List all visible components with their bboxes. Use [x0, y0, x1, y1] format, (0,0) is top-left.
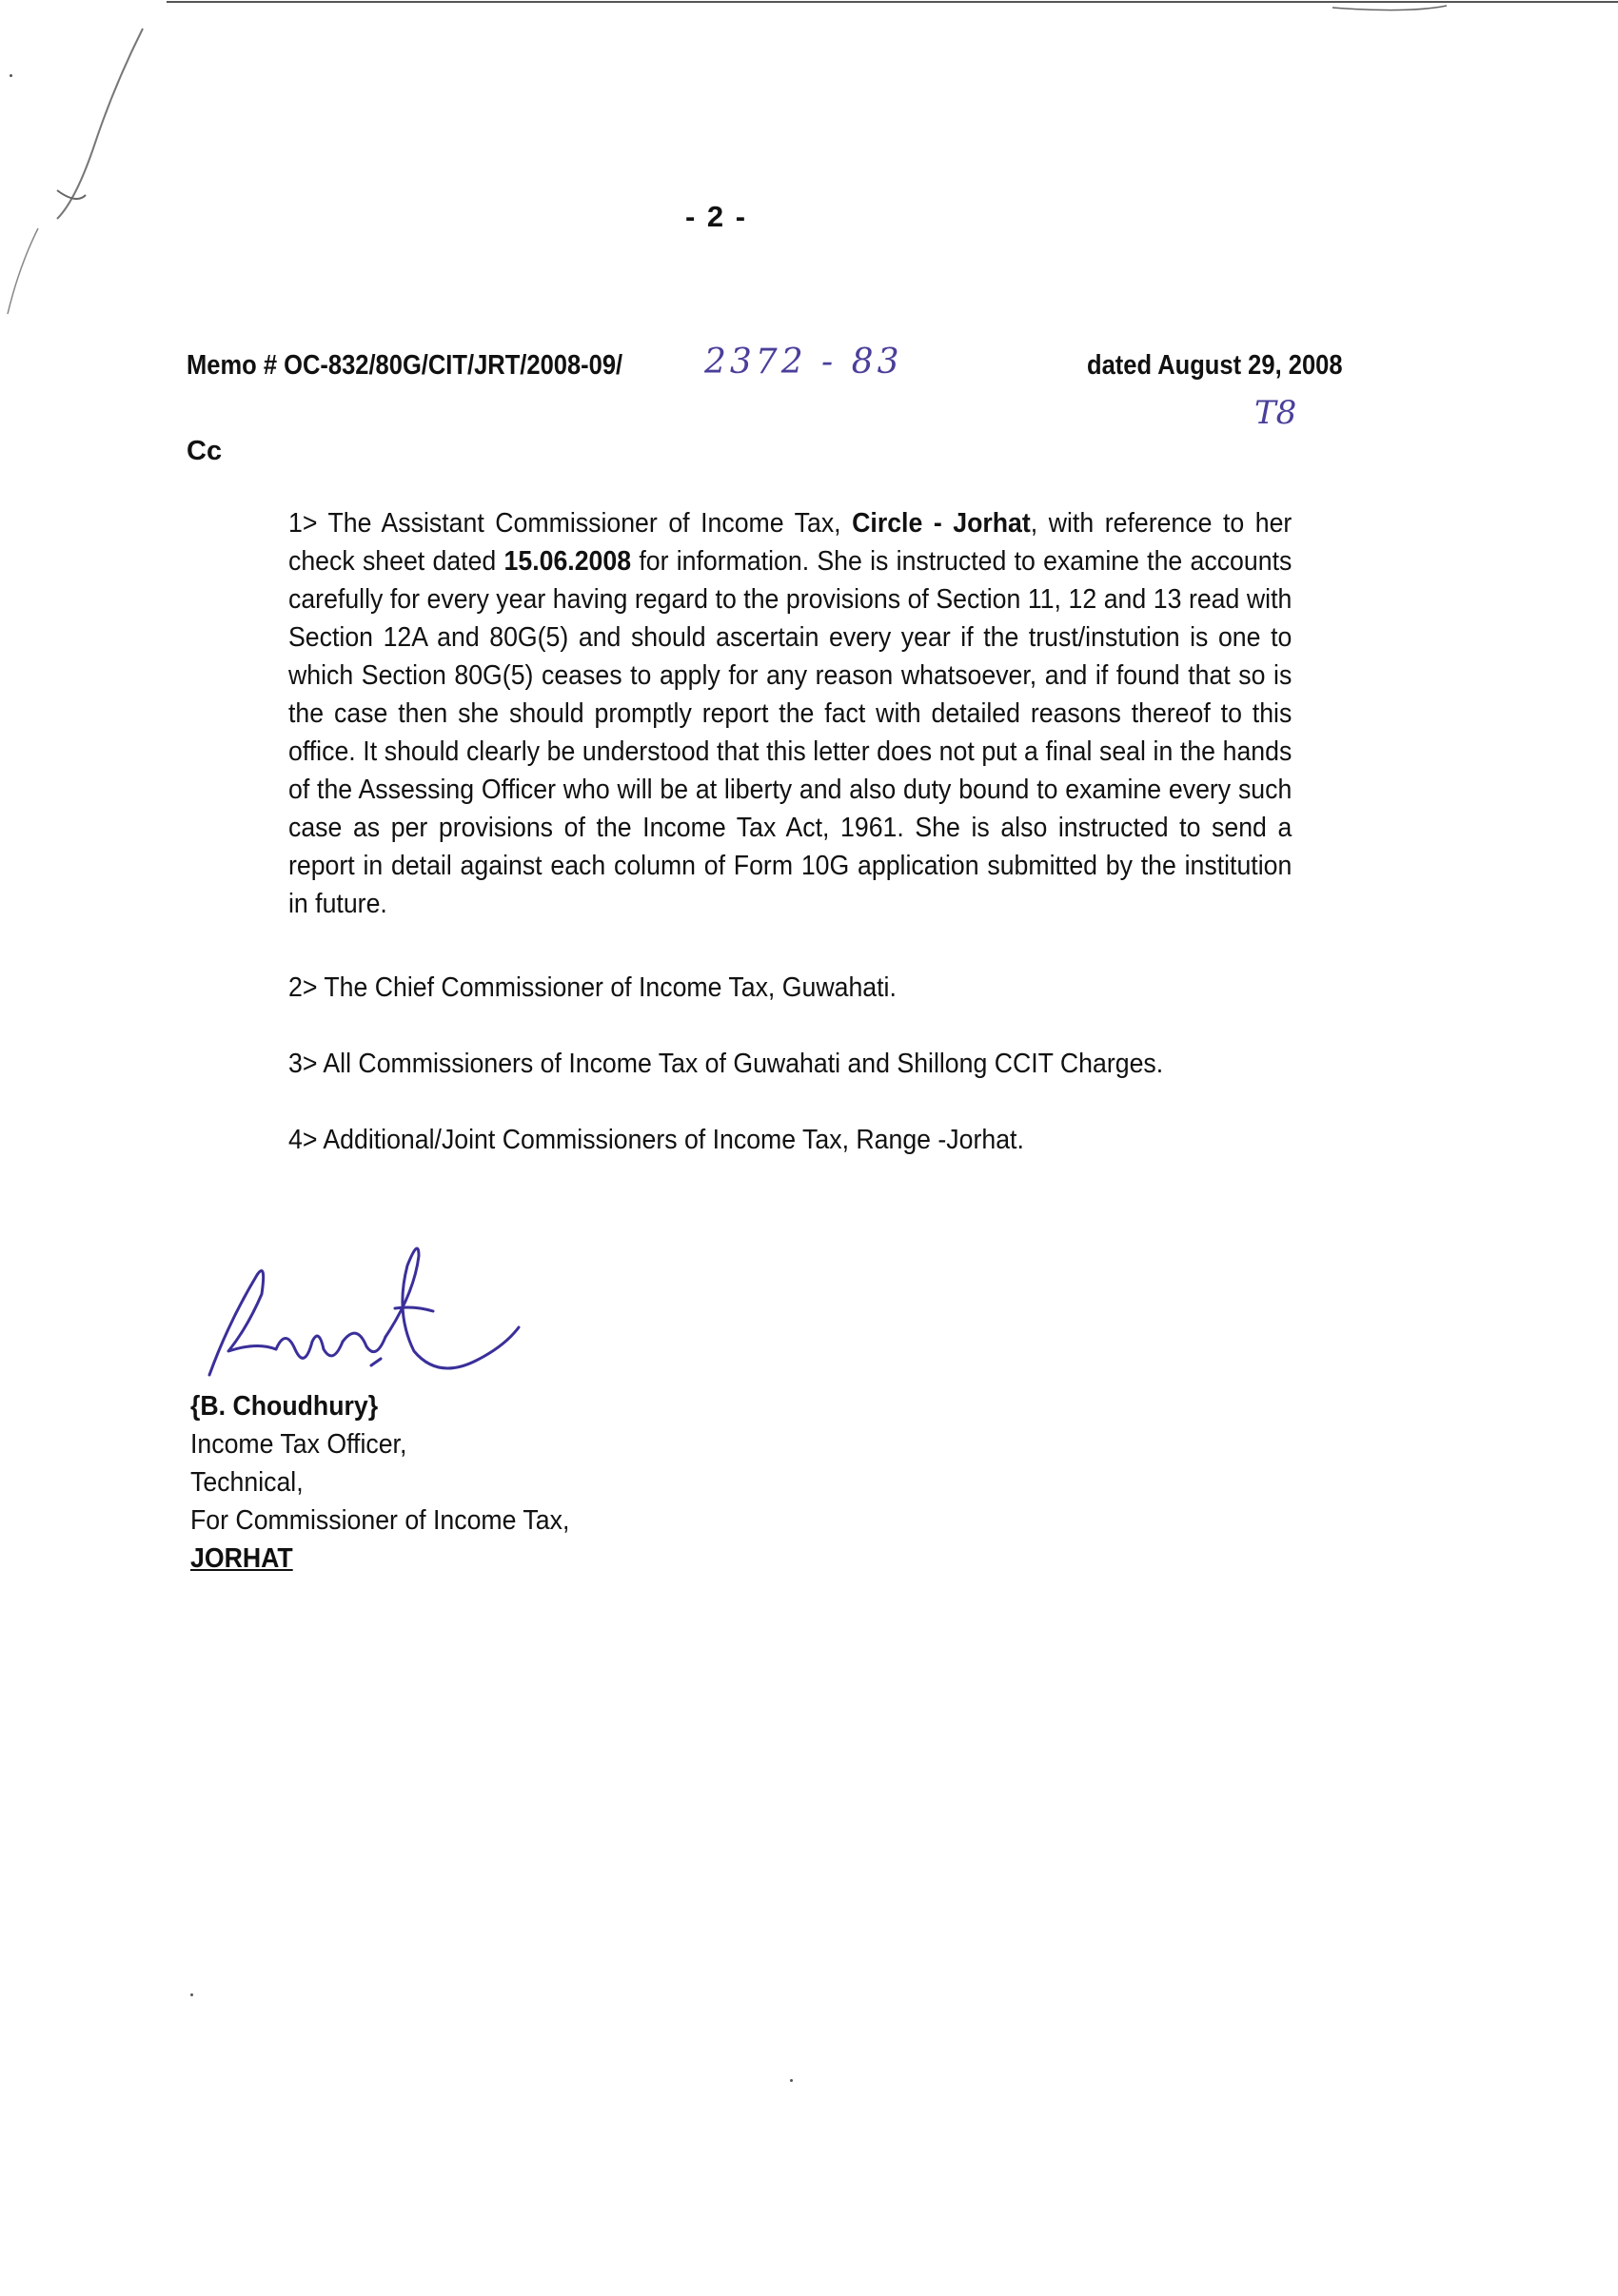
- signatory-name: {B. Choudhury}: [190, 1391, 379, 1422]
- cc-item-2: 2> The Chief Commissioner of Income Tax, Guwahati.: [288, 972, 897, 1003]
- memo-date: dated August 29, 2008: [1087, 350, 1343, 381]
- handwritten-initials: T8: [1254, 394, 1297, 432]
- scan-edge-marks: [0, 0, 1618, 381]
- signatory-designation: Income Tax Officer,: [190, 1429, 407, 1460]
- cc-item-1-circle: Circle - Jorhat: [852, 508, 1031, 539]
- cc-item-1: [288, 504, 1292, 923]
- signatory-for-line: For Commissioner of Income Tax,: [190, 1505, 570, 1536]
- cc-item-1-text-c: for information. She is instructed to examine the accounts carefully for every year having regard to the provisions of Section 11, 12 and 13 read with Section 12A and 80G(5) and should ascertain every year if the trust/instution is one to which Section 80G(5) ceases to apply for any reason whatsoever, and if found that so is the case then she should promptly report the fact with detailed reasons thereof to this office. It should clearly be understood that this letter does not put a final seal in the hands of the Assessing Officer who will be at liberty and also duty bound to examine every such case as per provisions of the Income Tax Act, 1961. She is also instructed to send a report in detail against each column of Form 10G application submitted by the institution in future.: [288, 546, 1292, 919]
- cc-item-1-date: 15.06.2008: [503, 546, 632, 577]
- cc-item-1-text-b: , with reference to her check sheet dated: [288, 508, 1292, 577]
- cc-item-1-text-a: 1> The Assistant Commissioner of Income Tax,: [288, 508, 853, 539]
- signatory-city: JORHAT: [190, 1543, 293, 1574]
- page-number: - 2 -: [685, 200, 748, 233]
- cc-item-3: 3> All Commissioners of Income Tax of Guwahati and Shillong CCIT Charges.: [288, 1049, 1164, 1079]
- cc-label: Cc: [187, 436, 223, 466]
- scan-speck: [10, 74, 12, 77]
- cc-item-4: 4> Additional/Joint Commissioners of Income Tax, Range -Jorhat.: [288, 1125, 1024, 1155]
- signatory-section: Technical,: [190, 1467, 304, 1498]
- scan-speck: [190, 1993, 193, 1996]
- signature-block: [190, 1387, 569, 1578]
- handwritten-signature: [190, 1237, 552, 1399]
- memo-handwritten-number: 2372 - 83: [704, 343, 903, 382]
- scan-speck: [790, 2079, 793, 2082]
- memo-number: Memo # OC-832/80G/CIT/JRT/2008-09/: [187, 350, 623, 381]
